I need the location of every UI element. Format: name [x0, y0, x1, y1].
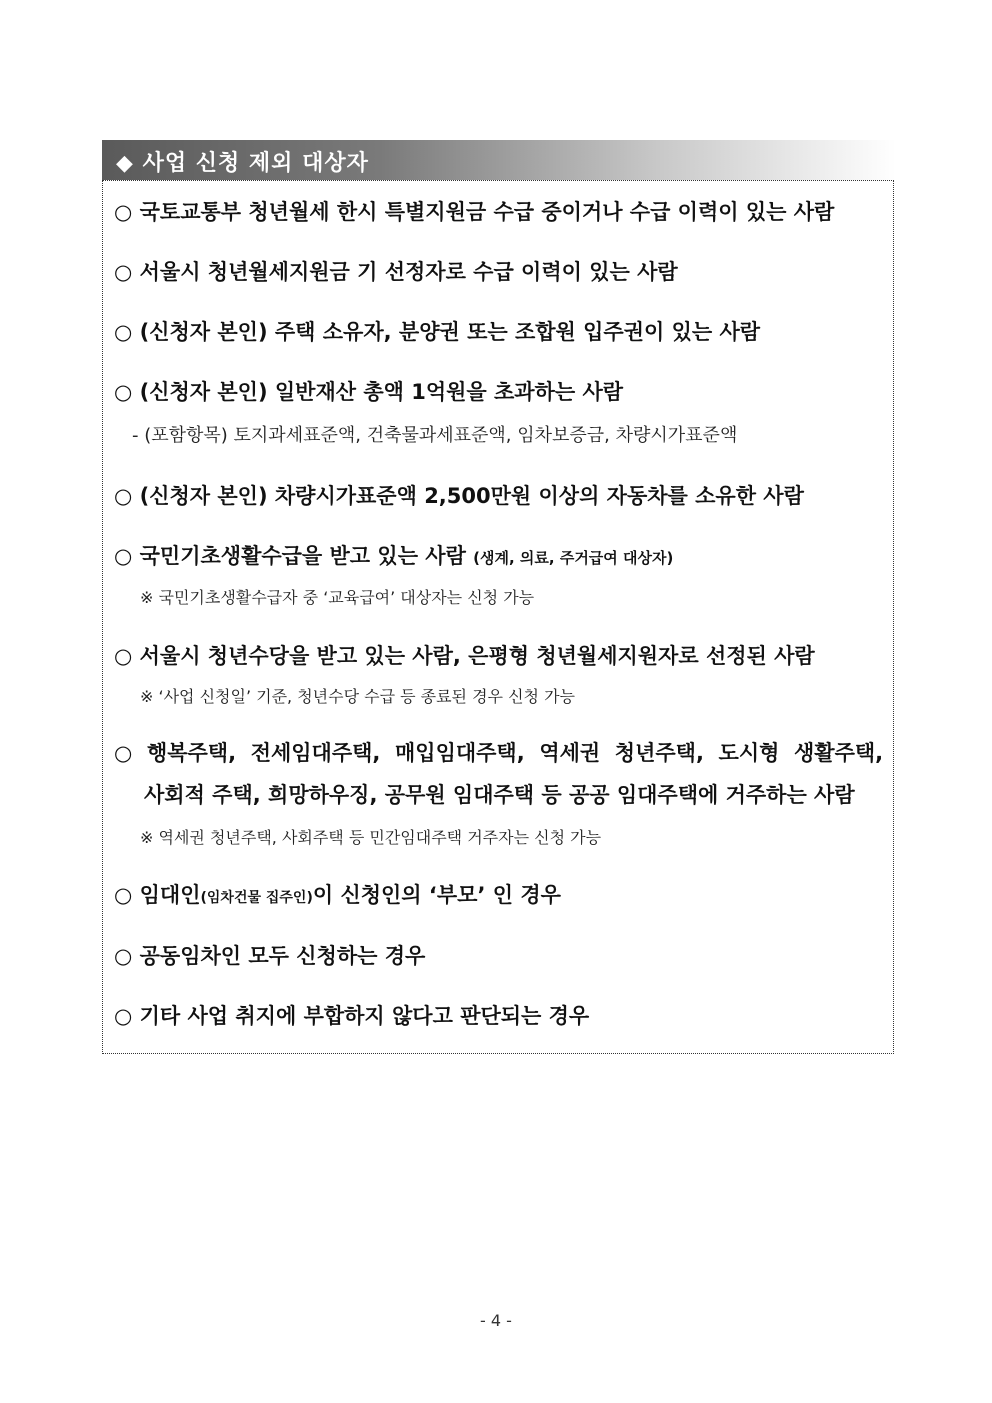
list-item: [114, 879, 561, 909]
content-box: [102, 180, 894, 1054]
list-item-parenthetical: (생계, 의료, 주거급여 대상자): [473, 549, 674, 567]
list-item: ○ 국토교통부 청년월세 한시 특별지원금 수급 중이거나 수급 이력이 있는 사람: [114, 200, 835, 224]
list-item-text: ○ 임대인: [114, 883, 201, 907]
list-item: ○ (신청자 본인) 일반재산 총액 1억원을 초과하는 사람: [114, 380, 624, 404]
list-item: ○ (신청자 본인) 차량시가표준액 2,500만원 이상의 자동차를 소유한 사람: [114, 484, 804, 508]
list-item-text-after: 이 신청인의 ‘부모’ 인 경우: [312, 883, 561, 907]
list-item-note: ※ 국민기초생활수급자 중 ‘교육급여’ 대상자는 신청 가능: [140, 588, 535, 607]
list-item: ○ 기타 사업 취지에 부합하지 않다고 판단되는 경우: [114, 1004, 590, 1028]
list-item-note: ※ ‘사업 신청일’ 기준, 청년수당 수급 등 종료된 경우 신청 가능: [140, 687, 576, 706]
list-item: ○ (신청자 본인) 주택 소유자, 분양권 또는 조합원 입주권이 있는 사람: [114, 320, 761, 344]
section-title: ◆ 사업 신청 제외 대상자: [116, 151, 369, 176]
section-header: [102, 140, 896, 180]
list-item: ○ 서울시 청년수당을 받고 있는 사람, 은평형 청년월세지원자로 선정된 사람: [114, 644, 815, 668]
list-item: [114, 540, 673, 570]
list-item: ○ 행복주택, 전세임대주택, 매입임대주택, 역세권 청년주택, 도시형 생활주택,: [114, 741, 884, 765]
list-item-parenthetical: (임차건물 집주인): [200, 890, 313, 906]
list-item: ○ 서울시 청년월세지원금 기 선정자로 수급 이력이 있는 사람: [114, 260, 678, 284]
list-item-note: ※ 역세권 청년주택, 사회주택 등 민간임대주택 거주자는 신청 가능: [140, 828, 602, 847]
page-number: - 4 -: [480, 1311, 512, 1330]
list-item: ○ 공동임차인 모두 신청하는 경우: [114, 944, 426, 968]
list-item-text: ○ 국민기초생활수급을 받고 있는 사람: [114, 544, 466, 568]
list-item-detail: - (포함항목) 토지과세표준액, 건축물과세표준액, 임차보증금, 차량시가표준액: [132, 425, 738, 446]
list-item-continuation: 사회적 주택, 희망하우징, 공무원 임대주택 등 공공 임대주택에 거주하는 사람: [144, 783, 855, 807]
